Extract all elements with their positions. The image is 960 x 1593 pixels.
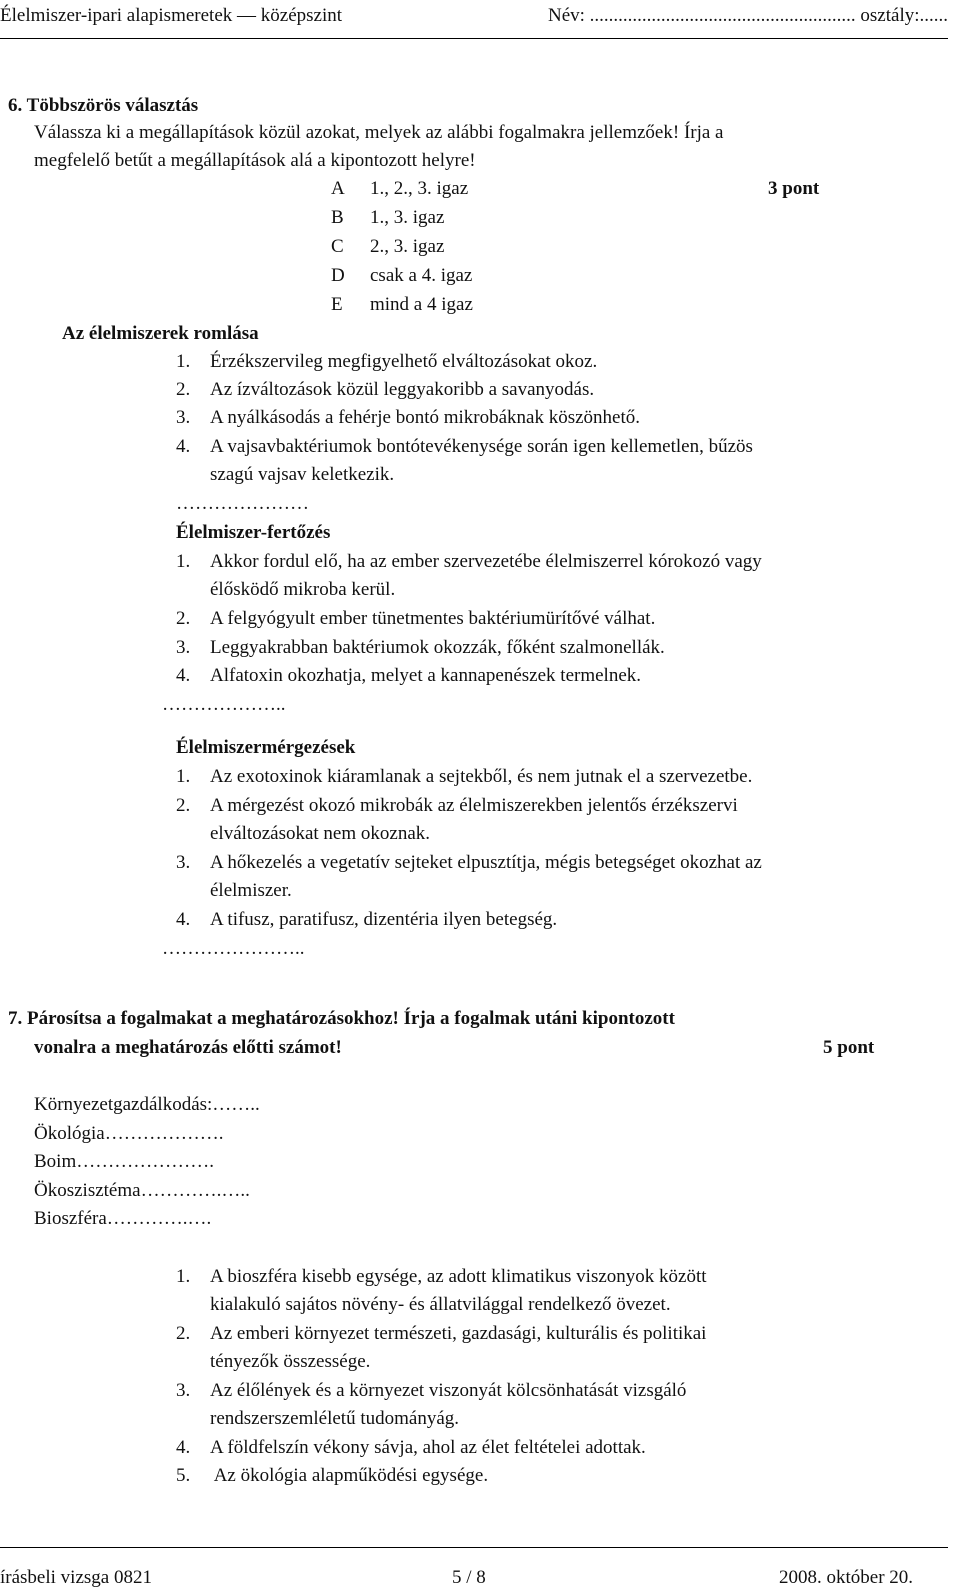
- q6-option-letter-a: A: [331, 178, 345, 199]
- q7-term[interactable]: Boim………………….: [34, 1151, 214, 1172]
- group1-item-number: 2.: [176, 379, 191, 400]
- q7-definition-number: 1.: [176, 1266, 191, 1287]
- q7-definition-text: Az emberi környezet természeti, gazdasági, kulturális és politikai: [210, 1323, 707, 1344]
- q7-definition-number: 4.: [176, 1437, 191, 1458]
- q7-definition-text-cont: tényezők összessége.: [210, 1351, 371, 1372]
- footer-page-number: 5 / 8: [452, 1567, 486, 1588]
- group3-item-text: Az exotoxinok kiáramlanak a sejtekből, és nem jutnak el a szervezetbe.: [210, 766, 753, 787]
- q6-instruction-line2: megfelelő betűt a megállapítások alá a kipontozott helyre!: [34, 150, 476, 171]
- q6-title: 6. Többszörös választás: [8, 95, 199, 116]
- group1-item-number: 1.: [176, 351, 191, 372]
- q6-instruction-line1: Válassza ki a megállapítások közül azokat, melyek az alábbi fogalmakra jellemzőek! Írja a: [34, 122, 724, 143]
- q7-term[interactable]: Bioszféra………….….: [34, 1208, 212, 1229]
- group2-heading: Élelmiszer-fertőzés: [176, 522, 331, 543]
- q6-points: 3 pont: [768, 178, 820, 199]
- group2-item-number: 3.: [176, 637, 191, 658]
- q7-definition-text-cont: rendszerszemléletű tudományág.: [210, 1408, 460, 1429]
- group2-item-text-cont: élősködő mikroba kerül.: [210, 579, 396, 600]
- q6-option-letter-b: B: [331, 207, 344, 228]
- group3-item-text-cont: élelmiszer.: [210, 880, 292, 901]
- q7-definition-number: 2.: [176, 1323, 191, 1344]
- group3-item-text: A tifusz, paratifusz, dizentéria ilyen betegség.: [210, 909, 558, 930]
- q7-term[interactable]: Ökológia……………….: [34, 1123, 224, 1144]
- group3-item-text-cont: elváltozásokat nem okoznak.: [210, 823, 431, 844]
- q7-definition-number: 3.: [176, 1380, 191, 1401]
- group1-answer-blank[interactable]: …………………: [176, 493, 309, 514]
- group2-item-number: 4.: [176, 665, 191, 686]
- group1-item-text: Érzékszervileg megfigyelhető elváltozásokat okoz.: [210, 351, 598, 372]
- group3-item-number: 3.: [176, 852, 191, 873]
- q7-definition-number: 5.: [176, 1465, 191, 1486]
- q6-option-text-d: csak a 4. igaz: [370, 265, 473, 286]
- group1-item-text: Az ízváltozások közül leggyakoribb a savanyodás.: [210, 379, 595, 400]
- q7-term[interactable]: Környezetgazdálkodás:……..: [34, 1094, 260, 1115]
- group2-item-text: Alfatoxin okozhatja, melyet a kannapenészek termelnek.: [210, 665, 642, 686]
- group2-item-text: Leggyakrabban baktériumok okozzák, főként szalmonellák.: [210, 637, 665, 658]
- page-header: [0, 5, 948, 33]
- q7-definition-text: A bioszféra kisebb egysége, az adott klimatikus viszonyok között: [210, 1266, 707, 1287]
- group2-item-text: A felgyógyult ember tünetmentes baktériumürítővé válhat.: [210, 608, 656, 629]
- group2-item-number: 2.: [176, 608, 191, 629]
- group1-item-text-cont: szagú vajsav keletkezik.: [210, 464, 395, 485]
- q7-definition-text: Az élőlények és a környezet viszonyát kölcsönhatását vizsgáló: [210, 1380, 687, 1401]
- q7-term[interactable]: Ökoszisztéma………….…..: [34, 1180, 250, 1201]
- q6-option-text-c: 2., 3. igaz: [370, 236, 445, 257]
- group1-item-text: A nyálkásodás a fehérje bontó mikrobáknak köszönhető.: [210, 407, 641, 428]
- q7-definition-text: Az ökológia alapműködési egysége.: [210, 1465, 489, 1486]
- group1-heading: Az élelmiszerek romlása: [62, 323, 259, 344]
- group1-item-number: 4.: [176, 436, 191, 457]
- q7-definition-text-cont: kialakuló sajátos növény- és állatvilággal rendelkező övezet.: [210, 1294, 671, 1315]
- header-name-class: Név: ........................................................ osztály:......: [547, 5, 948, 26]
- header-divider: [0, 38, 948, 39]
- group3-answer-blank[interactable]: …………………..: [162, 938, 305, 959]
- group2-answer-blank[interactable]: ………………..: [162, 694, 286, 715]
- q7-definition-text: A földfelszín vékony sávja, ahol az élet feltételei adottak.: [210, 1437, 646, 1458]
- q7-points: 5 pont: [823, 1037, 875, 1058]
- q6-option-text-a: 1., 2., 3. igaz: [370, 178, 469, 199]
- group3-heading: Élelmiszermérgezések: [176, 737, 356, 758]
- group3-item-text: A hőkezelés a vegetatív sejteket elpusztítja, mégis betegséget okozhat az: [210, 852, 762, 873]
- group2-item-number: 1.: [176, 551, 191, 572]
- q7-title-line2: vonalra a meghatározás előtti számot!: [34, 1037, 342, 1058]
- group3-item-number: 2.: [176, 795, 191, 816]
- group1-item-text: A vajsavbaktériumok bontótevékenysége során igen kellemetlen, bűzös: [210, 436, 753, 457]
- footer-date: 2008. október 20.: [779, 1567, 914, 1588]
- group3-item-number: 4.: [176, 909, 191, 930]
- group1-item-number: 3.: [176, 407, 191, 428]
- group3-item-text: A mérgezést okozó mikrobák az élelmiszerekben jelentős érzékszervi: [210, 795, 738, 816]
- header-subject: Élelmiszer-ipari alapismeretek — középszint: [0, 5, 343, 26]
- q6-option-text-e: mind a 4 igaz: [370, 294, 473, 315]
- q6-option-letter-d: D: [331, 265, 345, 286]
- q6-option-text-b: 1., 3. igaz: [370, 207, 445, 228]
- q6-option-letter-c: C: [331, 236, 344, 257]
- footer-exam-code: írásbeli vizsga 0821: [0, 1567, 152, 1588]
- group2-item-text: Akkor fordul elő, ha az ember szervezetébe élelmiszerrel kórokozó vagy: [210, 551, 762, 572]
- footer-divider: [0, 1547, 948, 1548]
- q6-option-letter-e: E: [331, 294, 343, 315]
- group3-item-number: 1.: [176, 766, 191, 787]
- q7-title-line1: 7. Párosítsa a fogalmakat a meghatározásokhoz! Írja a fogalmak utáni kipontozott: [8, 1008, 675, 1029]
